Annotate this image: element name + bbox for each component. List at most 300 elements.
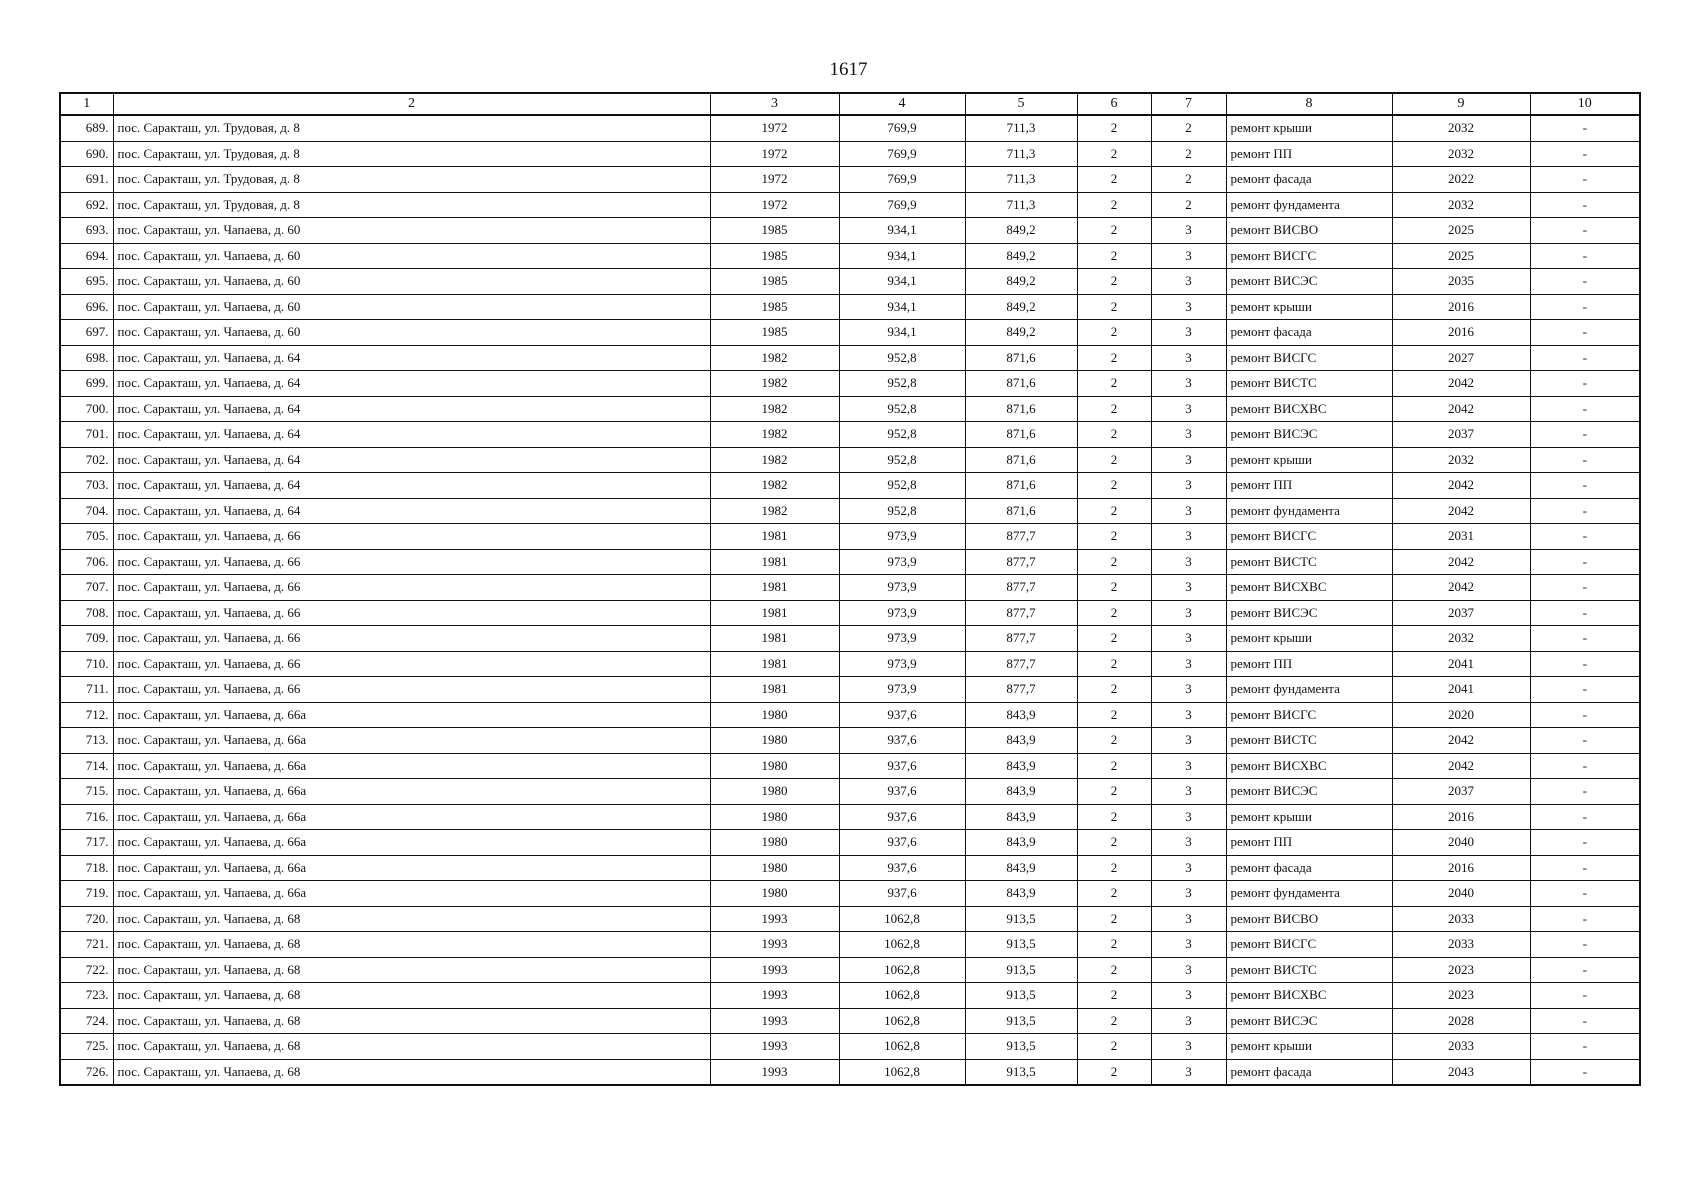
address-cell: пос. Саракташ, ул. Чапаева, д. 66	[113, 549, 710, 575]
address-cell: пос. Саракташ, ул. Чапаева, д. 68	[113, 906, 710, 932]
row-number-cell: 698.	[60, 345, 113, 371]
floors-cell: 2	[1077, 422, 1151, 448]
entrances-cell: 3	[1151, 881, 1226, 907]
floors-cell: 2	[1077, 447, 1151, 473]
address-cell: пос. Саракташ, ул. Чапаева, д. 60	[113, 320, 710, 346]
floors-cell: 2	[1077, 192, 1151, 218]
work-type-cell: ремонт ВИСТС	[1226, 957, 1392, 983]
year-cell: 1981	[710, 575, 839, 601]
year-cell: 1985	[710, 243, 839, 269]
row-number-cell: 695.	[60, 269, 113, 295]
floors-cell: 2	[1077, 804, 1151, 830]
address-cell: пос. Саракташ, ул. Чапаева, д. 64	[113, 498, 710, 524]
floors-cell: 2	[1077, 651, 1151, 677]
address-cell: пос. Саракташ, ул. Чапаева, д. 66	[113, 677, 710, 703]
living-area-cell: 849,2	[965, 218, 1077, 244]
column-header-9: 9	[1392, 93, 1530, 115]
floors-cell: 2	[1077, 473, 1151, 499]
repair-year-cell: 2033	[1392, 1034, 1530, 1060]
repair-year-cell: 2042	[1392, 473, 1530, 499]
address-cell: пос. Саракташ, ул. Трудовая, д. 8	[113, 141, 710, 167]
note-cell: -	[1530, 906, 1640, 932]
entrances-cell: 3	[1151, 345, 1226, 371]
row-number-cell: 717.	[60, 830, 113, 856]
year-cell: 1993	[710, 1008, 839, 1034]
entrances-cell: 2	[1151, 115, 1226, 141]
floors-cell: 2	[1077, 371, 1151, 397]
row-number-cell: 713.	[60, 728, 113, 754]
entrances-cell: 3	[1151, 906, 1226, 932]
repair-year-cell: 2033	[1392, 932, 1530, 958]
repair-year-cell: 2025	[1392, 243, 1530, 269]
repair-year-cell: 2037	[1392, 600, 1530, 626]
work-type-cell: ремонт ВИСВО	[1226, 218, 1392, 244]
living-area-cell: 871,6	[965, 498, 1077, 524]
total-area-cell: 1062,8	[839, 957, 965, 983]
row-number-cell: 723.	[60, 983, 113, 1009]
entrances-cell: 3	[1151, 779, 1226, 805]
entrances-cell: 3	[1151, 677, 1226, 703]
repair-year-cell: 2016	[1392, 320, 1530, 346]
work-type-cell: ремонт крыши	[1226, 804, 1392, 830]
table-row	[60, 881, 1640, 907]
repair-year-cell: 2042	[1392, 396, 1530, 422]
table-row	[60, 830, 1640, 856]
note-cell: -	[1530, 192, 1640, 218]
column-header-4: 4	[839, 93, 965, 115]
work-type-cell: ремонт ПП	[1226, 830, 1392, 856]
floors-cell: 2	[1077, 753, 1151, 779]
address-cell: пос. Саракташ, ул. Чапаева, д. 66	[113, 651, 710, 677]
note-cell: -	[1530, 1008, 1640, 1034]
work-type-cell: ремонт фундамента	[1226, 677, 1392, 703]
floors-cell: 2	[1077, 218, 1151, 244]
address-cell: пос. Саракташ, ул. Чапаева, д. 60	[113, 269, 710, 295]
work-type-cell: ремонт ВИСХВС	[1226, 575, 1392, 601]
row-number-cell: 720.	[60, 906, 113, 932]
row-number-cell: 715.	[60, 779, 113, 805]
repair-year-cell: 2041	[1392, 677, 1530, 703]
repair-year-cell: 2042	[1392, 498, 1530, 524]
year-cell: 1981	[710, 600, 839, 626]
year-cell: 1982	[710, 447, 839, 473]
total-area-cell: 934,1	[839, 243, 965, 269]
address-cell: пос. Саракташ, ул. Трудовая, д. 8	[113, 192, 710, 218]
total-area-cell: 937,6	[839, 830, 965, 856]
year-cell: 1972	[710, 192, 839, 218]
repair-year-cell: 2023	[1392, 983, 1530, 1009]
entrances-cell: 3	[1151, 218, 1226, 244]
work-type-cell: ремонт ВИСГС	[1226, 524, 1392, 550]
address-cell: пос. Саракташ, ул. Чапаева, д. 66	[113, 575, 710, 601]
table-row	[60, 804, 1640, 830]
table-row	[60, 218, 1640, 244]
repair-year-cell: 2032	[1392, 192, 1530, 218]
entrances-cell: 3	[1151, 473, 1226, 499]
note-cell: -	[1530, 932, 1640, 958]
entrances-cell: 3	[1151, 983, 1226, 1009]
repair-year-cell: 2022	[1392, 167, 1530, 193]
total-area-cell: 973,9	[839, 626, 965, 652]
address-cell: пос. Саракташ, ул. Чапаева, д. 68	[113, 932, 710, 958]
row-number-cell: 708.	[60, 600, 113, 626]
year-cell: 1982	[710, 396, 839, 422]
total-area-cell: 934,1	[839, 269, 965, 295]
work-type-cell: ремонт фасада	[1226, 320, 1392, 346]
living-area-cell: 877,7	[965, 600, 1077, 626]
total-area-cell: 769,9	[839, 167, 965, 193]
row-number-cell: 700.	[60, 396, 113, 422]
total-area-cell: 934,1	[839, 320, 965, 346]
repair-year-cell: 2042	[1392, 728, 1530, 754]
entrances-cell: 3	[1151, 269, 1226, 295]
total-area-cell: 1062,8	[839, 1008, 965, 1034]
work-type-cell: ремонт ВИСТС	[1226, 549, 1392, 575]
note-cell: -	[1530, 983, 1640, 1009]
entrances-cell: 3	[1151, 728, 1226, 754]
note-cell: -	[1530, 753, 1640, 779]
year-cell: 1972	[710, 141, 839, 167]
table-row	[60, 269, 1640, 295]
floors-cell: 2	[1077, 396, 1151, 422]
floors-cell: 2	[1077, 906, 1151, 932]
repair-year-cell: 2042	[1392, 753, 1530, 779]
total-area-cell: 937,6	[839, 779, 965, 805]
entrances-cell: 3	[1151, 1059, 1226, 1085]
floors-cell: 2	[1077, 957, 1151, 983]
repair-year-cell: 2016	[1392, 804, 1530, 830]
year-cell: 1982	[710, 371, 839, 397]
note-cell: -	[1530, 881, 1640, 907]
address-cell: пос. Саракташ, ул. Чапаева, д. 64	[113, 396, 710, 422]
living-area-cell: 913,5	[965, 1034, 1077, 1060]
living-area-cell: 843,9	[965, 881, 1077, 907]
address-cell: пос. Саракташ, ул. Чапаева, д. 66а	[113, 702, 710, 728]
row-number-cell: 699.	[60, 371, 113, 397]
work-type-cell: ремонт фундамента	[1226, 881, 1392, 907]
row-number-cell: 690.	[60, 141, 113, 167]
note-cell: -	[1530, 269, 1640, 295]
work-type-cell: ремонт крыши	[1226, 626, 1392, 652]
note-cell: -	[1530, 243, 1640, 269]
row-number-cell: 724.	[60, 1008, 113, 1034]
total-area-cell: 973,9	[839, 677, 965, 703]
entrances-cell: 3	[1151, 753, 1226, 779]
entrances-cell: 3	[1151, 626, 1226, 652]
address-cell: пос. Саракташ, ул. Чапаева, д. 66а	[113, 753, 710, 779]
work-type-cell: ремонт фундамента	[1226, 498, 1392, 524]
floors-cell: 2	[1077, 626, 1151, 652]
repair-year-cell: 2041	[1392, 651, 1530, 677]
repair-year-cell: 2016	[1392, 855, 1530, 881]
table-row	[60, 320, 1640, 346]
year-cell: 1982	[710, 422, 839, 448]
work-type-cell: ремонт крыши	[1226, 115, 1392, 141]
note-cell: -	[1530, 1034, 1640, 1060]
address-cell: пос. Саракташ, ул. Чапаева, д. 68	[113, 983, 710, 1009]
address-cell: пос. Саракташ, ул. Трудовая, д. 8	[113, 115, 710, 141]
total-area-cell: 1062,8	[839, 1059, 965, 1085]
row-number-cell: 718.	[60, 855, 113, 881]
floors-cell: 2	[1077, 728, 1151, 754]
entrances-cell: 3	[1151, 804, 1226, 830]
total-area-cell: 952,8	[839, 422, 965, 448]
living-area-cell: 877,7	[965, 524, 1077, 550]
living-area-cell: 913,5	[965, 1008, 1077, 1034]
repair-year-cell: 2042	[1392, 549, 1530, 575]
total-area-cell: 952,8	[839, 396, 965, 422]
entrances-cell: 3	[1151, 498, 1226, 524]
table-row	[60, 779, 1640, 805]
entrances-cell: 3	[1151, 549, 1226, 575]
table-row	[60, 524, 1640, 550]
row-number-cell: 722.	[60, 957, 113, 983]
address-cell: пос. Саракташ, ул. Чапаева, д. 68	[113, 957, 710, 983]
floors-cell: 2	[1077, 1008, 1151, 1034]
table-row	[60, 447, 1640, 473]
total-area-cell: 1062,8	[839, 932, 965, 958]
floors-cell: 2	[1077, 294, 1151, 320]
table-row	[60, 677, 1640, 703]
row-number-cell: 704.	[60, 498, 113, 524]
note-cell: -	[1530, 779, 1640, 805]
entrances-cell: 3	[1151, 524, 1226, 550]
entrances-cell: 3	[1151, 396, 1226, 422]
note-cell: -	[1530, 320, 1640, 346]
row-number-cell: 725.	[60, 1034, 113, 1060]
work-type-cell: ремонт ПП	[1226, 651, 1392, 677]
work-type-cell: ремонт ВИСГС	[1226, 932, 1392, 958]
floors-cell: 2	[1077, 167, 1151, 193]
note-cell: -	[1530, 141, 1640, 167]
living-area-cell: 711,3	[965, 192, 1077, 218]
table-row	[60, 855, 1640, 881]
entrances-cell: 3	[1151, 830, 1226, 856]
note-cell: -	[1530, 218, 1640, 244]
floors-cell: 2	[1077, 549, 1151, 575]
table-row	[60, 728, 1640, 754]
year-cell: 1981	[710, 524, 839, 550]
living-area-cell: 877,7	[965, 626, 1077, 652]
total-area-cell: 1062,8	[839, 983, 965, 1009]
year-cell: 1985	[710, 320, 839, 346]
living-area-cell: 843,9	[965, 855, 1077, 881]
entrances-cell: 2	[1151, 141, 1226, 167]
living-area-cell: 871,6	[965, 473, 1077, 499]
column-header-7: 7	[1151, 93, 1226, 115]
entrances-cell: 3	[1151, 320, 1226, 346]
repair-year-cell: 2032	[1392, 115, 1530, 141]
row-number-cell: 709.	[60, 626, 113, 652]
table-row	[60, 422, 1640, 448]
row-number-cell: 703.	[60, 473, 113, 499]
table-row	[60, 473, 1640, 499]
table-row	[60, 1059, 1640, 1085]
note-cell: -	[1530, 651, 1640, 677]
column-header-6: 6	[1077, 93, 1151, 115]
address-cell: пос. Саракташ, ул. Чапаева, д. 66	[113, 626, 710, 652]
address-cell: пос. Саракташ, ул. Чапаева, д. 66а	[113, 804, 710, 830]
repair-year-cell: 2020	[1392, 702, 1530, 728]
repair-year-cell: 2016	[1392, 294, 1530, 320]
total-area-cell: 973,9	[839, 549, 965, 575]
total-area-cell: 952,8	[839, 473, 965, 499]
living-area-cell: 711,3	[965, 115, 1077, 141]
work-type-cell: ремонт фасада	[1226, 167, 1392, 193]
work-type-cell: ремонт ВИСГС	[1226, 243, 1392, 269]
floors-cell: 2	[1077, 524, 1151, 550]
note-cell: -	[1530, 167, 1640, 193]
work-type-cell: ремонт ВИСЭС	[1226, 600, 1392, 626]
work-type-cell: ремонт ПП	[1226, 473, 1392, 499]
row-number-cell: 693.	[60, 218, 113, 244]
table-header-row	[60, 93, 1640, 115]
year-cell: 1982	[710, 473, 839, 499]
entrances-cell: 3	[1151, 1008, 1226, 1034]
year-cell: 1985	[710, 269, 839, 295]
note-cell: -	[1530, 115, 1640, 141]
year-cell: 1972	[710, 115, 839, 141]
living-area-cell: 843,9	[965, 779, 1077, 805]
note-cell: -	[1530, 600, 1640, 626]
floors-cell: 2	[1077, 677, 1151, 703]
year-cell: 1985	[710, 218, 839, 244]
address-cell: пос. Саракташ, ул. Чапаева, д. 68	[113, 1008, 710, 1034]
living-area-cell: 871,6	[965, 422, 1077, 448]
living-area-cell: 849,2	[965, 320, 1077, 346]
total-area-cell: 1062,8	[839, 1034, 965, 1060]
table-row	[60, 906, 1640, 932]
total-area-cell: 937,6	[839, 728, 965, 754]
floors-cell: 2	[1077, 1034, 1151, 1060]
column-header-5: 5	[965, 93, 1077, 115]
year-cell: 1981	[710, 651, 839, 677]
floors-cell: 2	[1077, 779, 1151, 805]
work-type-cell: ремонт ВИСТС	[1226, 728, 1392, 754]
floors-cell: 2	[1077, 575, 1151, 601]
total-area-cell: 973,9	[839, 524, 965, 550]
year-cell: 1993	[710, 1034, 839, 1060]
work-type-cell: ремонт фасада	[1226, 1059, 1392, 1085]
work-type-cell: ремонт фасада	[1226, 855, 1392, 881]
address-cell: пос. Саракташ, ул. Чапаева, д. 66а	[113, 830, 710, 856]
total-area-cell: 937,6	[839, 881, 965, 907]
floors-cell: 2	[1077, 881, 1151, 907]
address-cell: пос. Саракташ, ул. Чапаева, д. 60	[113, 294, 710, 320]
repair-year-cell: 2031	[1392, 524, 1530, 550]
note-cell: -	[1530, 830, 1640, 856]
year-cell: 1980	[710, 702, 839, 728]
note-cell: -	[1530, 396, 1640, 422]
living-area-cell: 843,9	[965, 728, 1077, 754]
entrances-cell: 3	[1151, 371, 1226, 397]
entrances-cell: 2	[1151, 167, 1226, 193]
entrances-cell: 2	[1151, 192, 1226, 218]
living-area-cell: 871,6	[965, 371, 1077, 397]
work-type-cell: ремонт ПП	[1226, 141, 1392, 167]
column-header-2: 2	[113, 93, 710, 115]
note-cell: -	[1530, 549, 1640, 575]
column-header-3: 3	[710, 93, 839, 115]
year-cell: 1981	[710, 677, 839, 703]
address-cell: пос. Саракташ, ул. Чапаева, д. 66а	[113, 855, 710, 881]
work-type-cell: ремонт ВИСВО	[1226, 906, 1392, 932]
address-cell: пос. Саракташ, ул. Чапаева, д. 66а	[113, 779, 710, 805]
work-type-cell: ремонт ВИСГС	[1226, 345, 1392, 371]
address-cell: пос. Саракташ, ул. Чапаева, д. 66а	[113, 728, 710, 754]
address-cell: пос. Саракташ, ул. Чапаева, д. 60	[113, 218, 710, 244]
living-area-cell: 871,6	[965, 447, 1077, 473]
page-number: 1617	[829, 59, 868, 80]
total-area-cell: 1062,8	[839, 906, 965, 932]
note-cell: -	[1530, 702, 1640, 728]
address-cell: пос. Саракташ, ул. Чапаева, д. 66	[113, 524, 710, 550]
work-type-cell: ремонт ВИСТС	[1226, 371, 1392, 397]
entrances-cell: 3	[1151, 575, 1226, 601]
address-cell: пос. Саракташ, ул. Чапаева, д. 64	[113, 345, 710, 371]
table-row	[60, 1008, 1640, 1034]
living-area-cell: 877,7	[965, 677, 1077, 703]
address-cell: пос. Саракташ, ул. Чапаева, д. 64	[113, 371, 710, 397]
row-number-cell: 689.	[60, 115, 113, 141]
address-cell: пос. Саракташ, ул. Чапаева, д. 60	[113, 243, 710, 269]
total-area-cell: 937,6	[839, 855, 965, 881]
repair-year-cell: 2042	[1392, 575, 1530, 601]
repair-year-cell: 2032	[1392, 626, 1530, 652]
note-cell: -	[1530, 677, 1640, 703]
row-number-cell: 726.	[60, 1059, 113, 1085]
year-cell: 1980	[710, 881, 839, 907]
entrances-cell: 3	[1151, 957, 1226, 983]
total-area-cell: 937,6	[839, 804, 965, 830]
entrances-cell: 3	[1151, 651, 1226, 677]
floors-cell: 2	[1077, 830, 1151, 856]
row-number-cell: 716.	[60, 804, 113, 830]
row-number-cell: 714.	[60, 753, 113, 779]
table-row	[60, 957, 1640, 983]
year-cell: 1981	[710, 549, 839, 575]
column-header-10: 10	[1530, 93, 1640, 115]
address-cell: пос. Саракташ, ул. Чапаева, д. 64	[113, 473, 710, 499]
living-area-cell: 843,9	[965, 804, 1077, 830]
table-row	[60, 498, 1640, 524]
work-type-cell: ремонт крыши	[1226, 294, 1392, 320]
note-cell: -	[1530, 294, 1640, 320]
living-area-cell: 913,5	[965, 983, 1077, 1009]
note-cell: -	[1530, 524, 1640, 550]
repair-year-cell: 2037	[1392, 422, 1530, 448]
entrances-cell: 3	[1151, 702, 1226, 728]
row-number-cell: 706.	[60, 549, 113, 575]
total-area-cell: 937,6	[839, 753, 965, 779]
address-cell: пос. Саракташ, ул. Чапаева, д. 68	[113, 1034, 710, 1060]
living-area-cell: 877,7	[965, 651, 1077, 677]
living-area-cell: 849,2	[965, 243, 1077, 269]
row-number-cell: 705.	[60, 524, 113, 550]
repair-year-cell: 2023	[1392, 957, 1530, 983]
year-cell: 1980	[710, 753, 839, 779]
table-body	[60, 115, 1640, 1085]
table-row	[60, 600, 1640, 626]
total-area-cell: 952,8	[839, 345, 965, 371]
repair-year-cell: 2028	[1392, 1008, 1530, 1034]
capital-repair-table	[59, 92, 1641, 1086]
table-row	[60, 753, 1640, 779]
work-type-cell: ремонт ВИСЭС	[1226, 269, 1392, 295]
note-cell: -	[1530, 345, 1640, 371]
table-row	[60, 575, 1640, 601]
year-cell: 1981	[710, 626, 839, 652]
